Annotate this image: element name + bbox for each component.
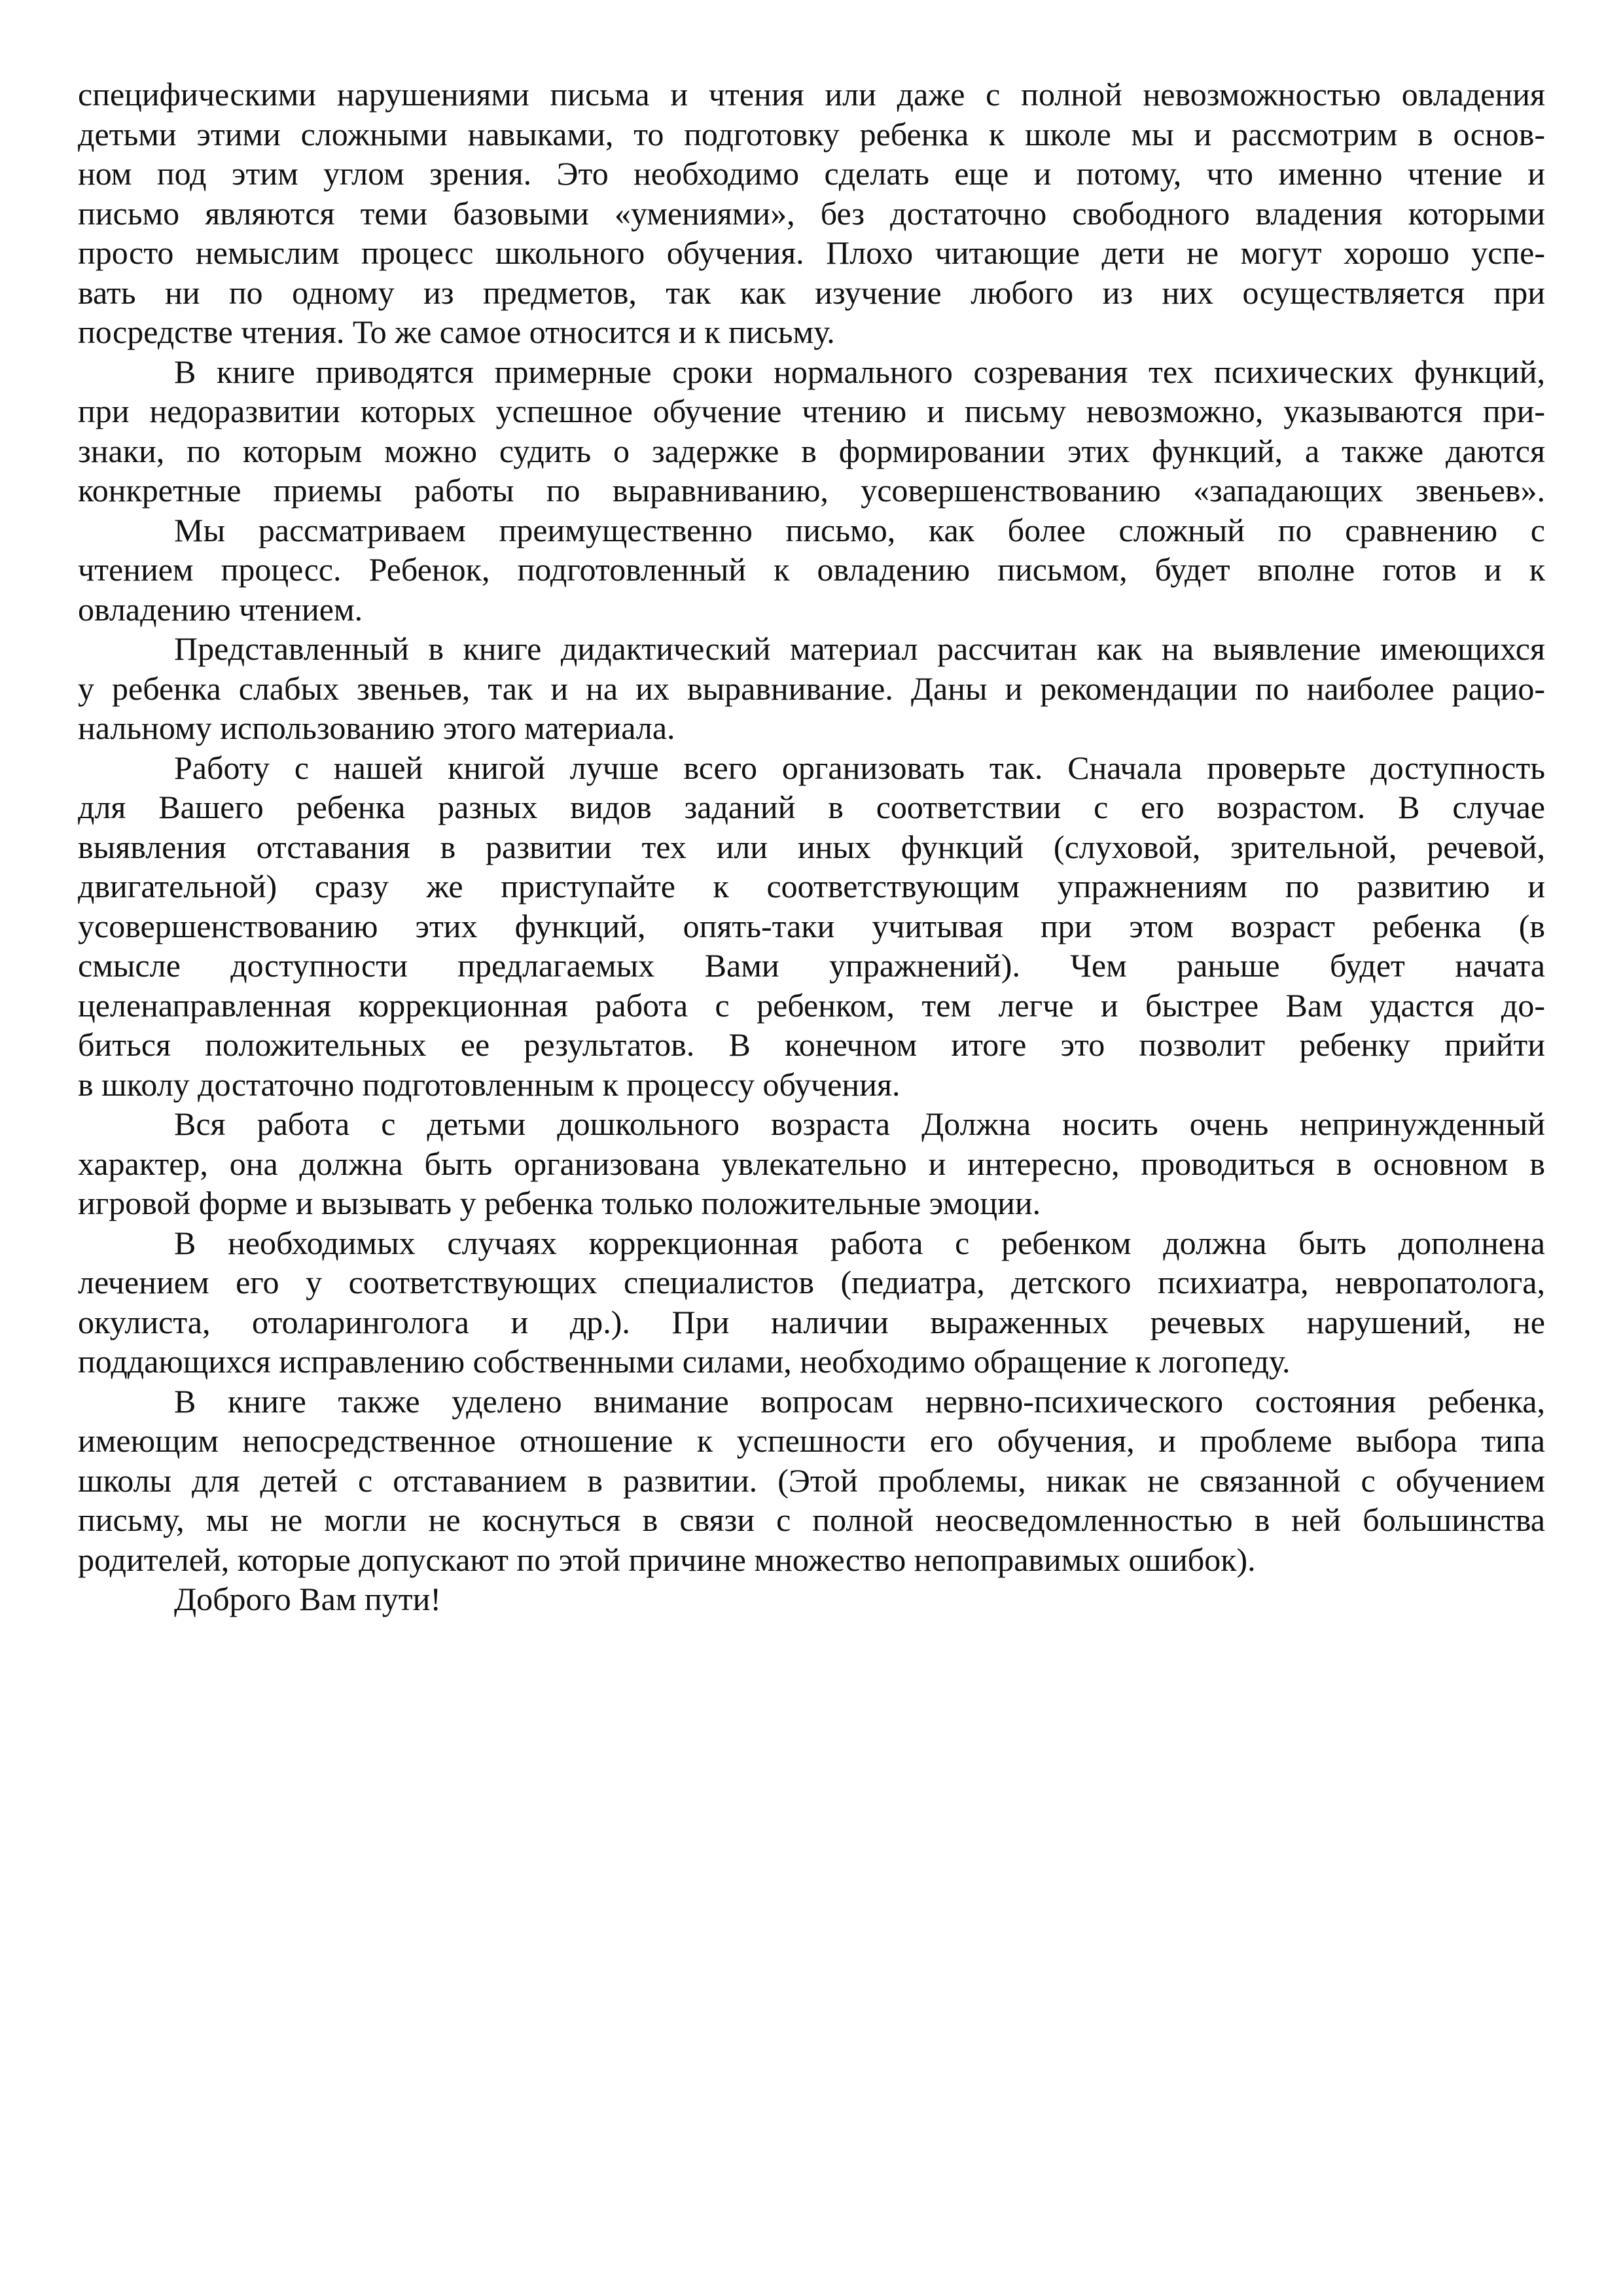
text-line: поддающихся исправлению собственными силами, необходимо обращение к логопеду. [78,1343,1291,1380]
text-line: конкретные приемы работы по выравниванию, усовершенствованию «западающих звеньев». [78,472,1545,509]
text-line: В книге также уделено внимание вопросам нервно-психического состояния ребенка, [174,1382,1545,1420]
text-line: двигательной) сразу же приступайте к соответствующим упражнениям по развитию и [78,868,1545,905]
text-line: ном под этим углом зрения. Это необходимо сделать еще и потому, что именно чтение и [78,155,1545,192]
text-line: для Вашего ребенка разных видов заданий в соответствии с его возрастом. В случае [78,789,1545,825]
text-line: посредстве чтения. То же самое относится и к письму. [78,314,835,350]
text-line: биться положительных ее результатов. В конечном итоге это позволит ребенку прийти [78,1026,1545,1063]
text-line: нальному использованию этого материала. [78,709,675,746]
text-line: целенаправленная коррекционная работа с ребенком, тем легче и быстрее Вам удастся до- [78,986,1545,1024]
text-line: выявления отставания в развитии тех или иных функций (слуховой, зрительной, речевой, [78,828,1545,865]
text-line: Работу с нашей книгой лучше всего организовать так. Сначала проверьте доступность [174,749,1545,786]
text-line: Представленный в книге дидактический материал рассчитан как на выявление имеющихся [174,630,1545,667]
text-line: письмо являются теми базовыми «умениями», без достаточно свободного владения которыми [78,194,1545,232]
text-line: письму, мы не могли не коснуться в связи с полной неосведомленностью в ней большинства [78,1501,1545,1538]
text-line: просто немыслим процесс школьного обучения. Плохо читающие дети не могут хорошо успе- [78,234,1545,271]
text-line: знаки, по которым можно судить о задержке в формировании этих функций, а также даются [78,432,1545,469]
text-line: детьми этими сложными навыками, то подготовку ребенка к школе мы и рассмотрим в основ- [78,115,1545,152]
text-line: Вся работа с детьми дошкольного возраста Должна носить очень непринужденный [174,1105,1545,1142]
body-text [78,75,1545,1619]
text-line: В книге приводятся примерные сроки нормального созревания тех психических функций, [174,353,1545,390]
text-line: характер, она должна быть организована увлекательно и интересно, проводиться в основном в [78,1145,1545,1182]
text-line: имеющим непосредственное отношение к успешности его обучения, и проблеме выбора типа [78,1422,1545,1459]
text-line: Доброго Вам пути! [174,1581,442,1617]
text-line: при недоразвитии которых успешное обучение чтению и письму невозможно, указываются при- [78,393,1545,429]
text-line: специфическими нарушениями письма и чтения или даже с полной невозможностью овладения [78,76,1545,113]
text-line: овладению чтением. [78,590,363,628]
text-line: школы для детей с отставанием в развитии. (Этой проблемы, никак не связанной с обучением [78,1462,1545,1499]
text-line: усовершенствованию этих функций, опять-таки учитывая при этом возраст ребенка (в [78,907,1545,944]
text-line: чтением процесс. Ребенок, подготовленный к овладению письмом, будет вполне готов и к [78,551,1545,588]
text-line: игровой форме и вызывать у ребенка только положительные эмоции. [78,1185,1041,1221]
text-line: В необходимых случаях коррекционная работа с ребенком должна быть дополнена [174,1224,1545,1261]
text-line: окулиста, отоларинголога и др.). При наличии выраженных речевых нарушений, не [78,1303,1545,1340]
text-line: у ребенка слабых звеньев, так и на их выравнивание. Даны и рекомендации по наиболее рацио- [78,670,1545,707]
text-line: родителей, которые допускают по этой причине множество непоправимых ошибок). [78,1541,1256,1578]
text-line: лечением его у соответствующих специалистов (педиатра, детского психиатра, невропатолога, [78,1264,1545,1300]
text-line: в школу достаточно подготовленным к процессу обучения. [78,1066,901,1103]
text-line: смысле доступности предлагаемых Вами упражнений). Чем раньше будет начата [78,947,1545,984]
text-line: Мы рассматриваем преимущественно письмо, как более сложный по сравнению с [174,511,1545,548]
text-line: вать ни по одному из предметов, так как изучение любого из них осуществляется при [78,274,1545,311]
